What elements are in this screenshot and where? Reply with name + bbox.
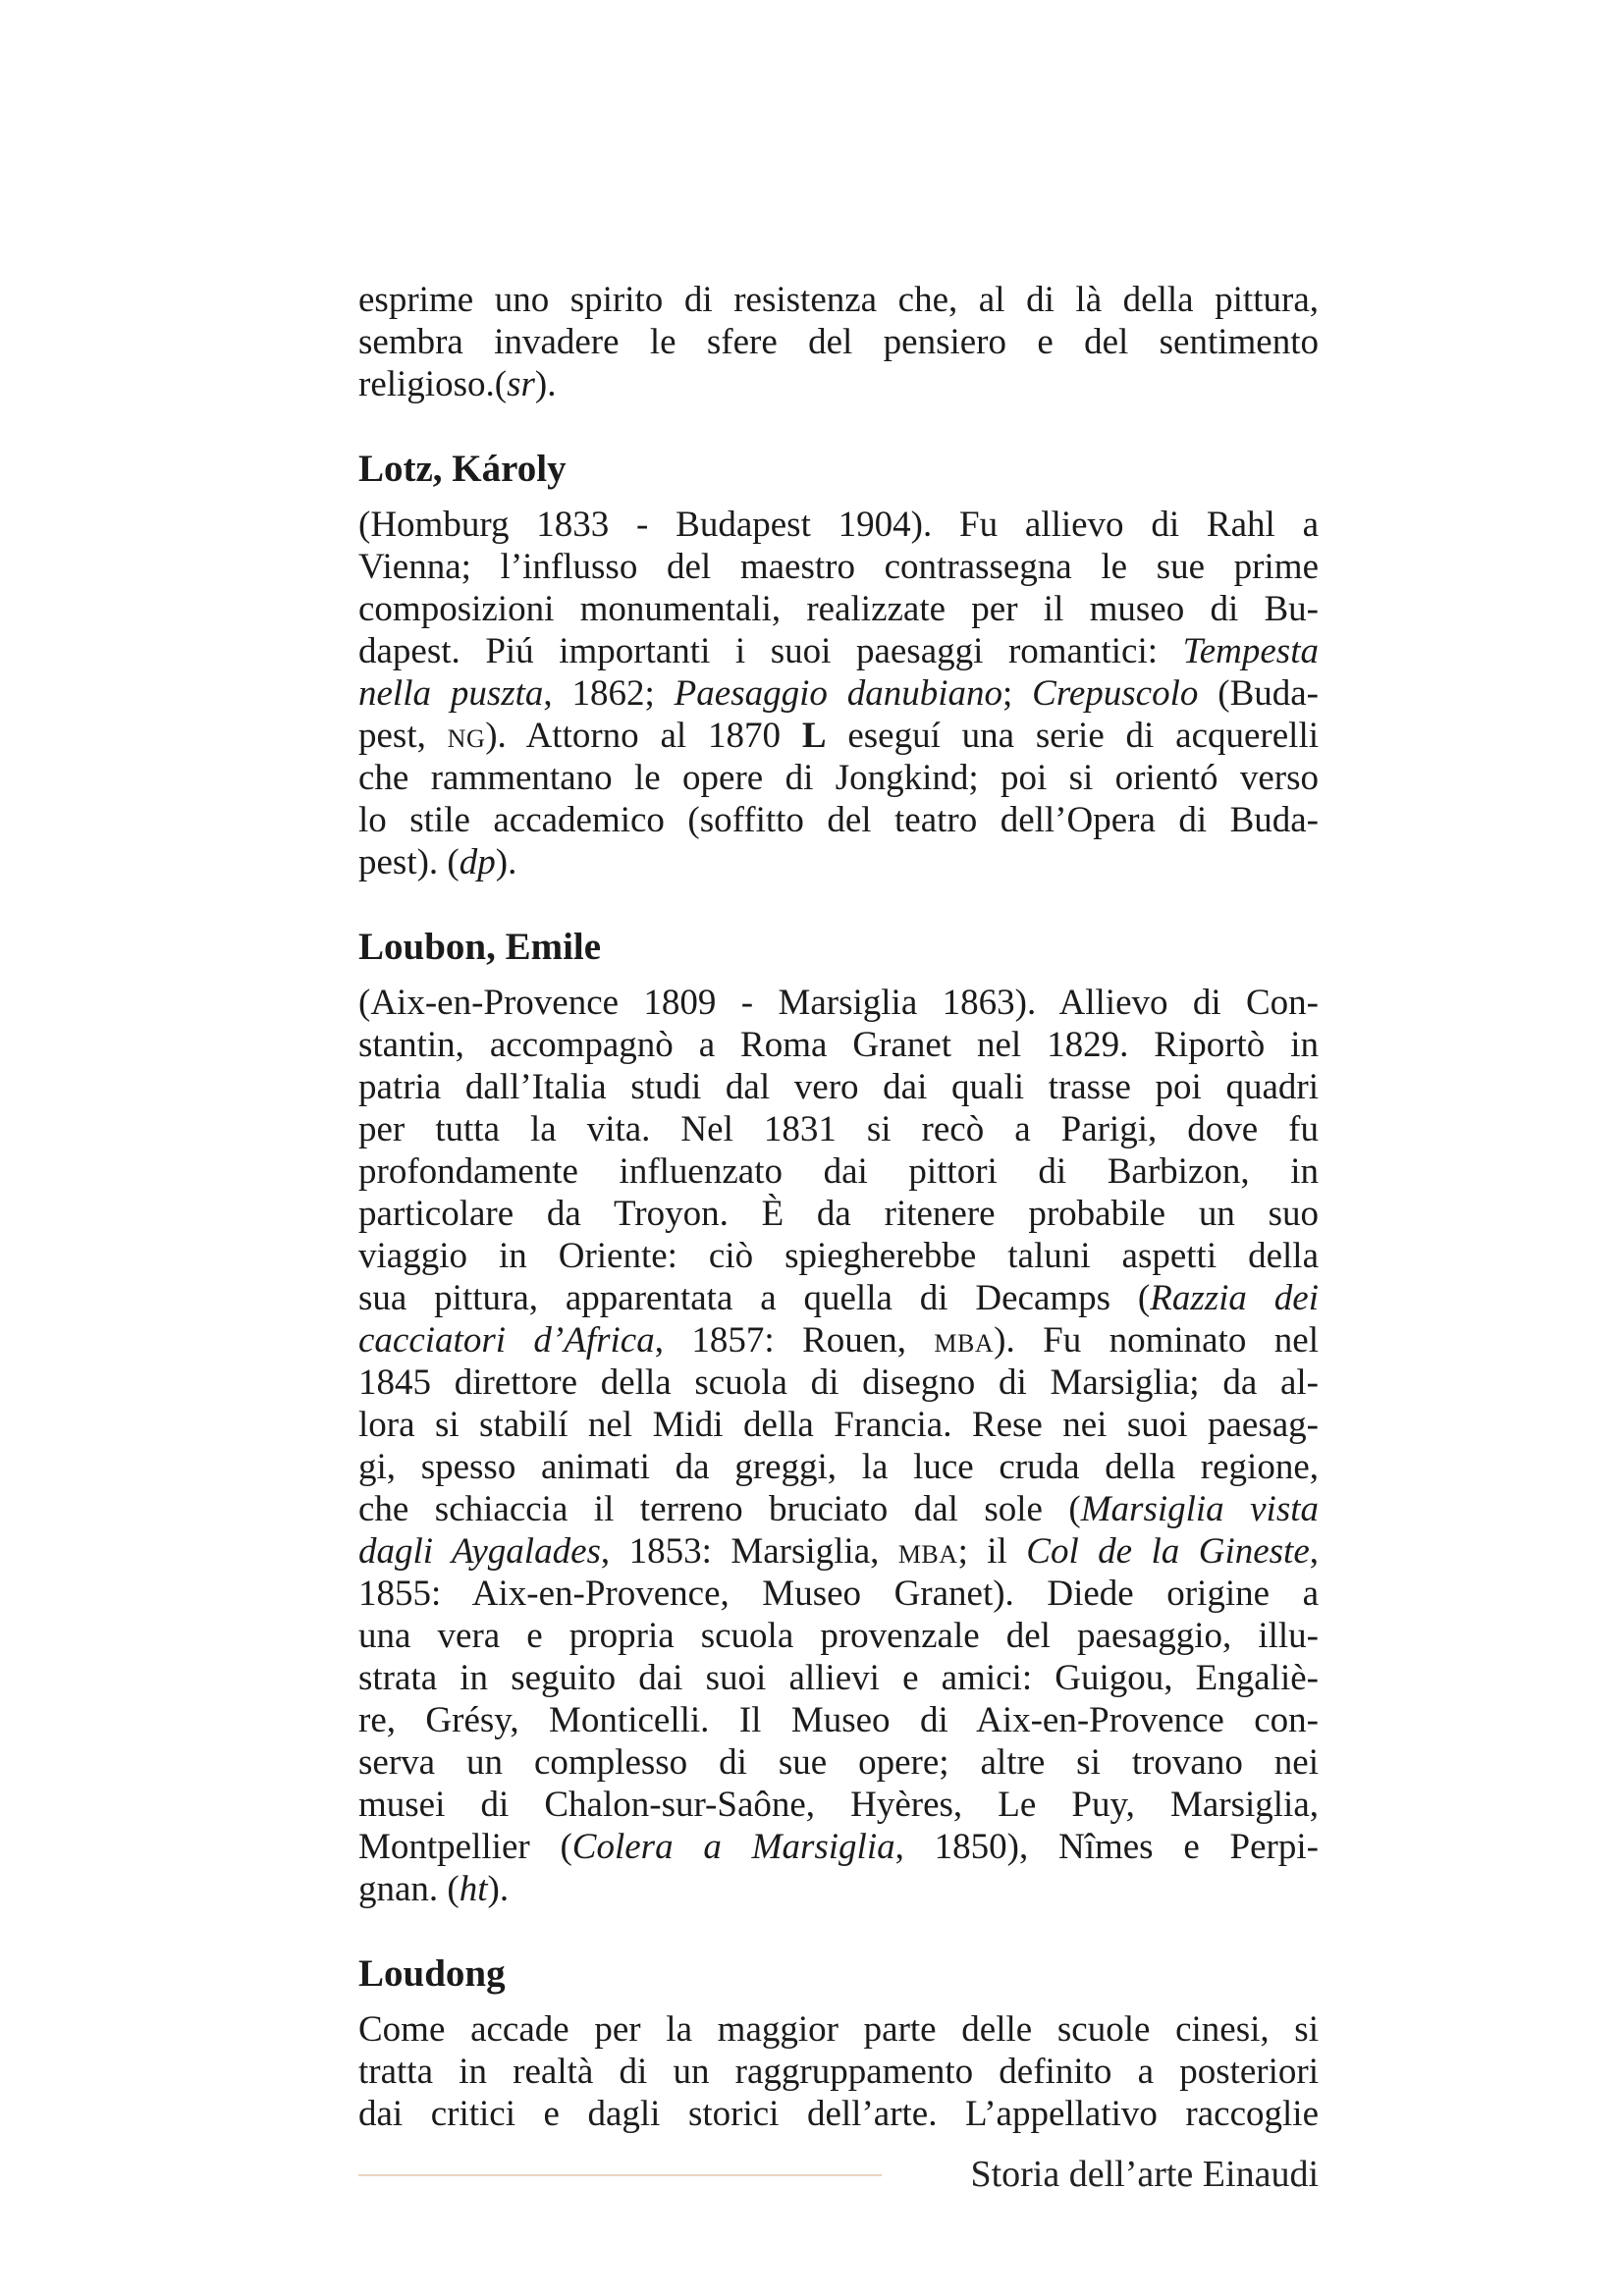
- footer-title: Storia dell’arte Einaudi: [970, 2154, 1319, 2195]
- text-line: [358, 982, 1319, 1024]
- text-run: re, Grésy, Monticelli. Il Museo di Aix-en-Provence con-: [358, 1699, 1319, 1740]
- text-line: [358, 1615, 1319, 1657]
- entry-body: [358, 982, 1319, 1910]
- text-run: ). Attorno al 1870: [485, 715, 802, 756]
- text-run: ; il: [957, 1530, 1027, 1572]
- italic-text: Col de la Gineste: [1026, 1530, 1310, 1572]
- text-run: religioso.(: [358, 363, 508, 404]
- text-line: [358, 1573, 1319, 1615]
- text-run: strata in seguito dai suoi allievi e amici: Guigou, Engaliè-: [358, 1657, 1319, 1698]
- entry-body: [358, 2008, 1319, 2135]
- dictionary-entry: [358, 926, 1319, 1910]
- text-run: dapest. Piú importanti i suoi paesaggi romantici:: [358, 630, 1183, 671]
- text-line: [358, 715, 1319, 757]
- text-line: [358, 2093, 1319, 2135]
- italic-text: cacciatori d’Africa: [358, 1319, 655, 1361]
- text-run: composizioni monumentali, realizzate per il museo di Bu-: [358, 588, 1319, 629]
- text-run: pest). (: [358, 841, 460, 882]
- text-line: [358, 1277, 1319, 1319]
- text-line: [358, 546, 1319, 588]
- text-column: [358, 279, 1319, 2135]
- entry-body: [358, 279, 1319, 405]
- text-run: esprime uno spirito di resistenza che, al di là della pittura,: [358, 279, 1319, 320]
- italic-text: dp: [459, 841, 496, 882]
- text-run: ).: [487, 1868, 510, 1909]
- text-run: 1845 direttore della scuola di disegno di Marsiglia; da al-: [358, 1362, 1319, 1403]
- italic-text: ht: [459, 1868, 488, 1909]
- text-line: [358, 1530, 1319, 1573]
- text-line: [358, 1446, 1319, 1488]
- small-caps-abbreviation: mba: [897, 1530, 958, 1572]
- text-line: [358, 799, 1319, 841]
- text-run: viaggio in Oriente: ciò spiegherebbe taluni aspetti della: [358, 1235, 1319, 1276]
- text-run: stantin, accompagnò a Roma Granet nel 1829. Riportò in: [358, 1024, 1319, 1065]
- text-run: , 1862;: [543, 672, 675, 714]
- text-line: [358, 279, 1319, 321]
- text-line: [358, 672, 1319, 715]
- text-run: per tutta la vita. Nel 1831 si recò a Parigi, dove fu: [358, 1108, 1319, 1149]
- text-line: [358, 363, 1319, 405]
- italic-text: Colera a Marsiglia: [571, 1826, 895, 1867]
- entry-heading: Loubon, Emile: [358, 925, 602, 968]
- text-run: una vera e propria scuola provenzale del paesaggio, illu-: [358, 1615, 1319, 1656]
- text-run: ,: [1309, 1530, 1320, 1572]
- text-line: [358, 630, 1319, 672]
- text-run: ).: [534, 363, 557, 404]
- text-line: [358, 1741, 1319, 1784]
- text-run: sua pittura, apparentata a quella di Decamps (: [358, 1277, 1151, 1318]
- text-run: , 1857: Rouen,: [654, 1319, 935, 1361]
- text-line: [358, 1235, 1319, 1277]
- text-run: , 1853: Marsiglia,: [600, 1530, 898, 1572]
- text-run: eseguí una serie di acquerelli: [826, 715, 1319, 756]
- text-line: [358, 504, 1319, 546]
- text-run: gi, spesso animati da greggi, la luce cruda della regione,: [358, 1446, 1319, 1487]
- entry-continuation: [358, 279, 1319, 405]
- italic-text: Razzia dei: [1150, 1277, 1319, 1318]
- text-run: Vienna; l’influsso del maestro contrassegna le sue prime: [358, 546, 1319, 587]
- text-line: [358, 2008, 1319, 2051]
- text-line: [358, 588, 1319, 630]
- text-line: [358, 1826, 1319, 1868]
- italic-text: Tempesta: [1182, 630, 1319, 671]
- text-line: [358, 1784, 1319, 1826]
- text-run: lo stile accademico (soffitto del teatro dell’Opera di Buda-: [358, 799, 1319, 840]
- text-line: [358, 1108, 1319, 1150]
- text-line: [358, 321, 1319, 363]
- dictionary-entry: [358, 1952, 1319, 2135]
- text-line: [358, 1193, 1319, 1235]
- text-run: lora si stabilí nel Midi della Francia. Rese nei suoi paesag-: [358, 1404, 1319, 1445]
- text-run: che schiaccia il terreno bruciato dal sole (: [358, 1488, 1081, 1529]
- text-run: particolare da Troyon. È da ritenere probabile un suo: [358, 1193, 1319, 1234]
- text-line: [358, 1066, 1319, 1108]
- text-line: [358, 757, 1319, 799]
- italic-text: Crepuscolo: [1032, 672, 1199, 714]
- text-line: [358, 1319, 1319, 1362]
- italic-text: sr: [507, 363, 535, 404]
- small-caps-abbreviation: ng: [447, 715, 486, 756]
- text-run: musei di Chalon-sur-Saône, Hyères, Le Puy, Marsiglia,: [358, 1784, 1319, 1825]
- text-run: tratta in realtà di un raggruppamento definito a posteriori: [358, 2051, 1319, 2092]
- text-run: patria dall’Italia studi dal vero dai quali trasse poi quadri: [358, 1066, 1319, 1107]
- text-run: (Buda-: [1198, 672, 1319, 714]
- bold-text: L: [801, 715, 827, 756]
- italic-text: Paesaggio danubiano: [674, 672, 1003, 714]
- text-run: pest,: [358, 715, 448, 756]
- text-run: ;: [1002, 672, 1033, 714]
- text-run: dai critici e dagli storici dell’arte. L’appellativo raccoglie: [358, 2093, 1319, 2134]
- entry-heading: Loudong: [358, 1951, 506, 1995]
- text-run: sembra invadere le sfere del pensiero e del sentimento: [358, 321, 1319, 362]
- dictionary-entry: [358, 448, 1319, 883]
- text-run: Montpellier (: [358, 1826, 572, 1867]
- text-run: serva un complesso di sue opere; altre si trovano nei: [358, 1741, 1319, 1783]
- text-run: ). Fu nominato nel: [994, 1319, 1319, 1361]
- text-run: (Homburg 1833 - Budapest 1904). Fu allievo di Rahl a: [358, 504, 1319, 545]
- text-line: [358, 1488, 1319, 1530]
- italic-text: nella puszta: [358, 672, 544, 714]
- text-run: che rammentano le opere di Jongkind; poi si orientó verso: [358, 757, 1319, 798]
- text-line: [358, 1699, 1319, 1741]
- text-line: [358, 1404, 1319, 1446]
- text-line: [358, 841, 1319, 883]
- text-run: , 1850), Nîmes e Perpi-: [894, 1826, 1319, 1867]
- text-run: (Aix-en-Provence 1809 - Marsiglia 1863). Allievo di Con-: [358, 982, 1319, 1023]
- italic-text: dagli Aygalades: [358, 1530, 601, 1572]
- small-caps-abbreviation: mba: [934, 1319, 995, 1361]
- text-run: 1855: Aix-en-Provence, Museo Granet). Diede origine a: [358, 1573, 1319, 1614]
- text-line: [358, 1024, 1319, 1066]
- entry-body: [358, 504, 1319, 883]
- text-run: ).: [495, 841, 517, 882]
- text-line: [358, 1657, 1319, 1699]
- entry-heading: Lotz, Károly: [358, 447, 567, 490]
- text-run: Come accade per la maggior parte delle scuole cinesi, si: [358, 2008, 1319, 2050]
- text-line: [358, 1362, 1319, 1404]
- italic-text: Marsiglia vista: [1080, 1488, 1320, 1529]
- text-run: profondamente influenzato dai pittori di Barbizon, in: [358, 1150, 1319, 1192]
- text-line: [358, 1868, 1319, 1910]
- text-line: [358, 2051, 1319, 2093]
- text-run: gnan. (: [358, 1868, 460, 1909]
- text-line: [358, 1150, 1319, 1193]
